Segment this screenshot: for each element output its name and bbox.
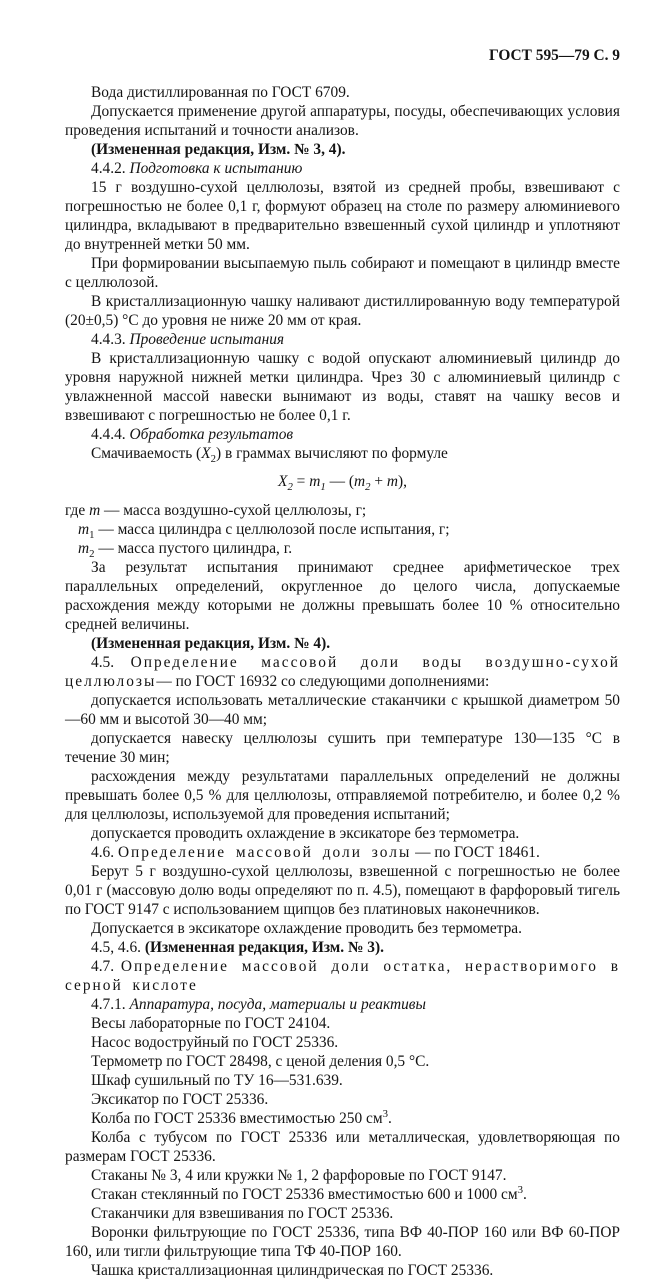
section-number: 4.5, 4.6. xyxy=(91,939,145,956)
list-item xyxy=(65,1109,620,1128)
paragraph xyxy=(65,444,620,466)
formula-var: m xyxy=(78,540,90,557)
list-item xyxy=(65,1185,620,1204)
section-number: 4.5. xyxy=(91,654,131,671)
subsection-heading-4-4-4 xyxy=(65,425,620,444)
formula-legend-m1 xyxy=(78,520,620,542)
text-run: — масса цилиндра с целлюлозой после испытания, г; xyxy=(94,521,450,538)
subsection-heading-4-4-2 xyxy=(65,159,620,178)
formula-sub: 2 xyxy=(89,548,95,561)
section-heading-4-5 xyxy=(65,653,620,691)
section-number: 4.7.1. xyxy=(91,996,130,1013)
list-item: Термометр по ГОСТ 28498, с ценой деления 0,5 °С. xyxy=(91,1053,430,1070)
paragraph: Допускается в эксикаторе охлаждение проводить без термометра. xyxy=(91,920,522,937)
page-header-text: ГОСТ 595—79 С. 9 xyxy=(488,47,620,64)
amendment-note: (Измененная редакция, Изм. № 3, 4). xyxy=(91,141,346,158)
formula-sub: 1 xyxy=(89,529,95,542)
list-item: Воронки фильтрующие по ГОСТ 25336, типа ВФ 40-ПОР 160 или ВФ 60-ПОР 160, или тигли фильтрующие типа ТФ 40-ПОР 160. xyxy=(65,1224,620,1260)
subsection-heading-4-7-1 xyxy=(65,995,620,1014)
subsection-heading-4-4-3 xyxy=(65,330,620,349)
section-title: Обработка результатов xyxy=(129,426,294,443)
formula-var: X xyxy=(278,473,288,490)
section-number: 4.4.3. xyxy=(91,331,130,348)
text-run: где xyxy=(65,502,90,519)
paragraph: За результат испытания принимают среднее арифметическое трех параллельных определений, округленное до целого числа, допускаемые расхождения между которыми не должны превышать более 10 % относительно средней величины. xyxy=(65,559,620,633)
formula-var: m xyxy=(353,473,366,490)
formula-var: m xyxy=(309,473,321,490)
section-number: 4.4.4. xyxy=(91,426,130,443)
document-body xyxy=(65,83,620,1280)
section-number: 4.4.2. xyxy=(91,160,130,177)
paragraph: Вода дистиллированная по ГОСТ 6709. xyxy=(91,84,350,101)
formula-op: = xyxy=(292,473,310,490)
amendment-note: (Измененная редакция, Изм. № 4). xyxy=(91,635,331,652)
formula-sub: 1 xyxy=(320,481,326,494)
section-title: Аппаратура, посуда, материалы и реактивы xyxy=(129,996,426,1013)
superscript: 3 xyxy=(517,1183,524,1196)
paragraph: Допускается применение другой аппаратуры, посуды, обеспечивающих условия проведения испытаний и точности анализов. xyxy=(65,103,620,139)
section-heading-4-6 xyxy=(65,843,620,862)
paragraph: При формировании высыпаемую пыль собирают и помещают в цилиндр вместе с целлюлозой. xyxy=(65,255,620,291)
text-run: Стакан стеклянный по ГОСТ 25336 вместимостью 600 и 1000 см xyxy=(91,1186,518,1203)
paragraph: расхождения между результатами параллельных определений не должны превышать более 0,5 % для целлюлозы, отправляемой потребителю, и более 0,2 % для целлюлозы, используемой для проведения испытаний; xyxy=(65,768,620,823)
superscript: 3 xyxy=(382,1107,389,1120)
paragraph: Берут 5 г воздушно-сухой целлюлозы, взвешенной с погрешностью не более 0,01 г (массовую долю воды определяют по п. 4.5), помещают в фарфоровый тигель по ГОСТ 9147 с использованием щипцов без платиновых наконечников. xyxy=(65,863,620,918)
formula-op: ), xyxy=(397,473,407,490)
text-run: ) в граммах вычисляют по формуле xyxy=(215,445,448,462)
section-title-spaced: Определение массовой доли остатка, нерастворимого в серной кислоте xyxy=(65,958,620,994)
section-number: 4.7. xyxy=(91,958,121,975)
text-run: . xyxy=(523,1186,527,1203)
section-title-spaced: Определение массовой доли золы xyxy=(117,844,412,861)
formula-var: m xyxy=(386,473,398,490)
amendment-note xyxy=(65,938,620,957)
formula-sub: 2 xyxy=(365,481,371,494)
formula-sub: 2 xyxy=(210,453,216,466)
paragraph: 15 г воздушно-сухой целлюлозы, взятой из средней пробы, взвешивают с погрешностью не более 0,1 г, формуют образец на столе по размеру алюминиевого цилиндра, вкладывают в предварительно взвешенный сухой цилиндр и уплотняют до внутренней метки 50 мм. xyxy=(65,179,620,253)
list-item: Весы лабораторные по ГОСТ 24104. xyxy=(91,1015,331,1032)
list-item: Стаканы № 3, 4 или кружки № 1, 2 фарфоровые по ГОСТ 9147. xyxy=(91,1167,507,1184)
paragraph: допускается проводить охлаждение в эксикаторе без термометра. xyxy=(91,825,520,842)
list-item: Эксикатор по ГОСТ 25336. xyxy=(91,1091,269,1108)
section-title: Подготовка к испытанию xyxy=(129,160,303,177)
text-run: — масса пустого цилиндра, г. xyxy=(94,540,293,557)
formula-var: m xyxy=(78,521,90,538)
formula-sub: 2 xyxy=(287,481,293,494)
text-run: — по ГОСТ 18461. xyxy=(411,844,540,861)
paragraph: допускается навеску целлюлозы сушить при температуре 130—135 °С в течение 30 мин; xyxy=(65,730,620,766)
paragraph: В кристаллизационную чашку наливают дистиллированную воду температурой (20±0,5) °С до уровня не ниже 20 мм от края. xyxy=(65,293,620,329)
list-item: Стаканчики для взвешивания по ГОСТ 25336. xyxy=(91,1205,394,1222)
formula-var: m xyxy=(89,502,101,519)
text-run: — масса воздушно-сухой целлюлозы, г; xyxy=(100,502,367,519)
text-run: . xyxy=(388,1110,392,1127)
section-title: Проведение испытания xyxy=(129,331,285,348)
formula xyxy=(65,472,620,494)
text-run: Смачиваемость ( xyxy=(91,445,202,462)
section-heading-4-7 xyxy=(65,957,620,995)
amendment-note-bold: (Измененная редакция, Изм. № 3). xyxy=(144,939,384,956)
formula-var: X xyxy=(201,445,211,462)
section-number: 4.6. xyxy=(91,844,118,861)
text-run: Колба по ГОСТ 25336 вместимостью 250 см xyxy=(91,1110,383,1127)
formula-op: — ( xyxy=(325,473,354,490)
list-item: Чашка кристаллизационная цилиндрическая по ГОСТ 25336. xyxy=(91,1262,494,1279)
formula-legend-m2 xyxy=(78,539,620,561)
list-item: Насос водоструйный по ГОСТ 25336. xyxy=(91,1034,339,1051)
list-item: Колба с тубусом по ГОСТ 25336 или металлическая, удовлетворяющая по размерам ГОСТ 25336. xyxy=(65,1129,620,1165)
list-item: Шкаф сушильный по ТУ 16—531.639. xyxy=(91,1072,343,1089)
formula-legend-m xyxy=(65,501,620,520)
formula-op: + xyxy=(370,473,387,490)
page-header xyxy=(65,46,620,65)
section-title-spaced: Определение массовой доли воды воздушно-сухой целлюлозы xyxy=(65,654,620,690)
paragraph: допускается использовать металлические стаканчики с крышкой диаметром 50—60 мм и высотой 30—40 мм; xyxy=(65,692,620,728)
text-run: — по ГОСТ 16932 со следующими дополнениями: xyxy=(156,673,490,690)
paragraph: В кристаллизационную чашку с водой опускают алюминиевый цилиндр до уровня наружной нижней метки цилиндра. Чрез 30 с алюминиевый цилиндр с увлажненной массой навески вынимают из воды, ставят на чашку весов и взвешивают с погрешностью не более 0,1 г. xyxy=(65,350,620,424)
